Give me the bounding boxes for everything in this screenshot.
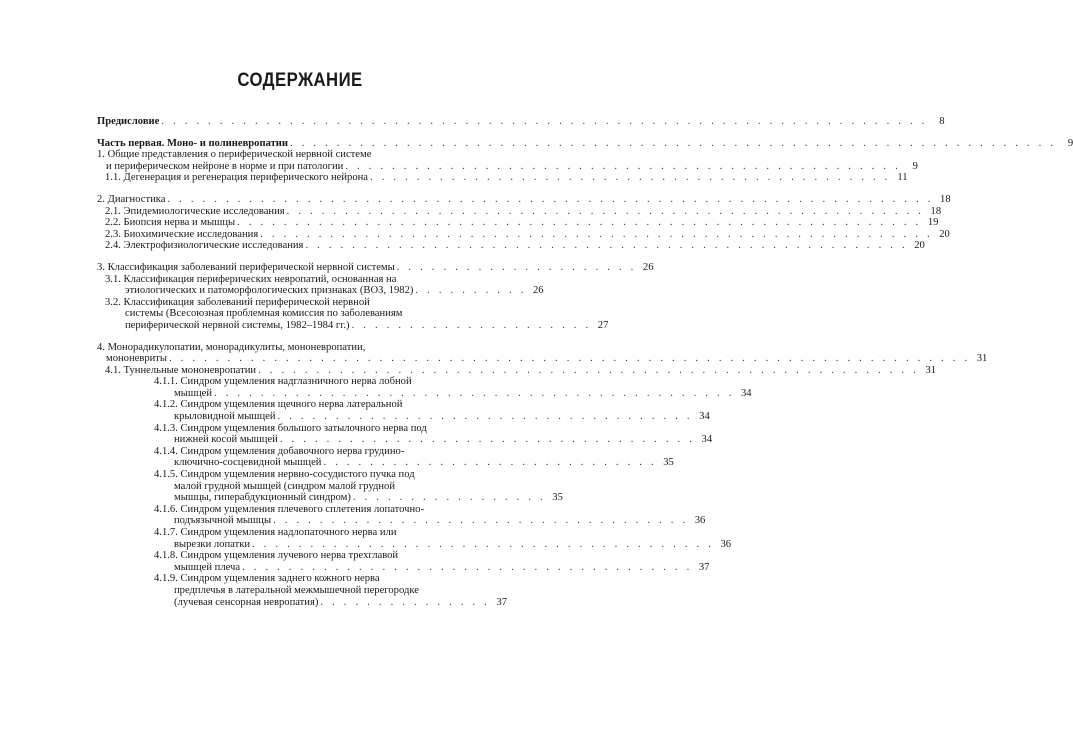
toc-entry-title: Предисловие [97,116,160,127]
toc-entry-section-3-2[interactable] [97,296,609,332]
leader-dots: . . . . . . . . . . . . . . . [320,596,490,608]
toc-entry-section-4-1-6[interactable] [97,503,706,527]
leader-dots: . . . . . . . . . . . . . . . . . . . . . . . . . . . . . . . . . . . . . . . . . . . . . . . . . . . . . . . . . [258,364,919,376]
toc-entry-section-4-1-7[interactable] [97,527,732,550]
page-number: 8 [939,116,945,127]
toc-entry-title-cont: крыловидной мышцей [174,411,276,423]
toc-entry-section-2-1[interactable] [97,205,942,218]
leader-dots: . . . . . . . . . . . . . . . . . . . . . . . . . . . . . . . . . . . . [279,434,696,446]
toc-entry-title-cont: подъязычной мышцы [174,515,272,527]
leader-dots: . . . . . . . . . . . . . . . . . . . . . . . . . . . . . . . . . . . . . . . . . . . . . . . . . . . . . . . . . . . . . . . . . . [161,116,928,127]
page-number: 31 [925,364,936,376]
toc-entry-title-cont: малой грудной мышцей (синдром малой грудной [174,480,395,492]
toc-entry-title-cont: мышцы, гиперабдукционный синдром) [174,492,351,504]
page-number: 26 [532,285,544,297]
leader-dots: . . . . . . . . . . . . . . . . . . . . . . . . . . . . . . . . . . . . . . . . . . . . . [370,172,891,184]
leader-dots: . . . . . . . . . . . . . . . . . . . . . [351,319,592,331]
page-number: 31 [976,353,988,365]
toc-entry-title-cont: этиологических и патоморфологических признаках (ВОЗ, 1982) [125,285,414,297]
toc-entry-title: 4.1.4. Синдром ущемления добавочного нерва грудино- [154,445,405,457]
table-of-contents [97,116,1073,608]
page-number: 36 [720,538,732,550]
page-number: 34 [701,434,713,446]
leader-dots: . . . . . . . . . . . . . . . . . . . . . . . . . . . . . . . . . . . . . . . . . . . . . . . . . . . . . . . . . . . . . . . . . . [290,137,1057,149]
page-number: 37 [496,596,507,608]
toc-entry-title: 4.1.1. Синдром ущемления надглазничного нерва лобной [154,376,412,388]
toc-entry-preface[interactable] [97,116,945,128]
page-number: 18 [940,193,951,205]
toc-entry-title: 2. Диагностика [97,193,166,205]
toc-entry-section-4-1-8[interactable] [97,550,710,573]
leader-dots: . . . . . . . . . . . . . . . . . . . . . . . . . . . . . . . . . . . . . . . . [252,538,715,550]
toc-entry-title: 4.1.6. Синдром ущемления плечевого сплетения лопаточно- [154,503,424,515]
toc-entry-title: 4.1.7. Синдром ущемления надлопаточного нерва или [154,527,397,538]
toc-entry-title: 4.1. Туннельные мононевропатии [105,364,257,376]
page-number: 26 [642,261,654,273]
toc-entry-title-cont: (лучевая сенсорная невропатия) [174,596,319,608]
page-number: 34 [740,387,752,399]
toc-entry-title-cont: системы (Всесоюзная проблемная комиссия по заболеваниям [125,308,403,320]
leader-dots: . . . . . . . . . . . . . . . . . [352,492,546,504]
toc-entry-title: 2.1. Эпидемиологические исследования [105,205,285,217]
leader-dots: . . . . . . . . . . . . . . . . . . . . . . . . . . . . . . . . . . . . [277,411,693,423]
toc-entry-section-4-1-4[interactable] [97,445,674,469]
leader-dots: . . . . . . . . . . [415,285,527,297]
leader-dots: . . . . . . . . . . . . . . . . . . . . . . . . . . . . . . . . . . . . . . . . . . . . . . . . . . . . [305,240,908,252]
page-number: 27 [597,319,609,331]
toc-entry-title: 4.1.9. Синдром ущемления заднего кожного нерва [154,573,380,585]
leader-dots: . . . . . . . . . . . . . . . . . . . . . . . . . . . . . . . . . . . . . . . . . . . . . . . . . . . . . . . . . . . [237,217,922,229]
toc-entry-section-2-2[interactable] [97,217,939,229]
page-number: 9 [912,160,918,172]
toc-entry-title: 3. Классификация заболеваний периферической нервной системы [97,261,395,273]
page-number: 11 [897,172,908,184]
toc-entry-title-cont: мононевриты [106,353,168,365]
toc-entry-section-1[interactable] [97,149,918,172]
toc-entry-title: Часть первая. Моно- и полиневропатии [97,137,289,149]
toc-entry-title: 3.2. Классификация заболеваний периферической нервной [105,296,370,308]
toc-entry-section-3-1[interactable] [97,273,544,297]
leader-dots: . . . . . . . . . . . . . . . . . . . . . . . . . . . . . . . . . . . . . . . . . . . . . . . . . . . . . . . [286,205,925,217]
leader-dots: . . . . . . . . . . . . . . . . . . . . . . . . . . . . . . . . . . . . . . . . . . . . . . . . [345,160,901,172]
toc-entry-title-cont: вырезки лопатки [174,538,251,550]
toc-entry-title-cont: периферической нервной системы, 1982–1984 гг.) [125,319,350,331]
leader-dots: . . . . . . . . . . . . . . . . . . . . . . . . . . . . . [323,457,657,469]
page-number: 37 [698,561,710,573]
toc-entry-section-2[interactable] [97,193,951,206]
page-number: 19 [927,217,939,229]
page-number: 34 [699,411,710,423]
toc-entry-title: 3.1. Классификация периферических невропатий, основанная на [105,273,397,285]
toc-entry-section-4-1-1[interactable] [97,376,752,399]
leader-dots: . . . . . . . . . . . . . . . . . . . . . . . . . . . . . . . . . . . . . . . . . . . . . . . . . . . . . . . . . . . . . . . . . . [167,193,934,205]
toc-entry-section-2-4[interactable] [97,240,925,252]
toc-entry-title-cont: мышцей [174,387,213,399]
toc-entry-title: 1. Общие представления о периферической нервной системе [97,149,372,161]
page-number: 20 [939,228,950,240]
toc-entry-section-4-1-2[interactable] [97,399,710,423]
page-number: 35 [663,457,674,469]
toc-entry-title: 1.1. Дегенерация и регенерация периферического нейрона [105,172,368,184]
toc-entry-title-cont: мышцей плеча [174,561,241,573]
page-number: 9 [1067,137,1073,149]
leader-dots: . . . . . . . . . . . . . . . . . . . . . . . . . . . . . . . . . . . . . . . . . . . . . . . . . . . . . . . . . . [260,228,933,240]
toc-entry-title-cont: и периферическом нейроне в норме и при патологии [106,160,344,172]
toc-entry-title-cont: предплечья в латеральной межмышечной перегородке [174,584,419,596]
toc-entry-title: 4.1.3. Синдром ущемления большого затылочного нерва под [154,422,427,434]
toc-entry-section-4-1[interactable] [97,364,936,377]
toc-entry-title: 2.3. Биохимические исследования [105,228,259,240]
toc-entry-title-cont: ключично-сосцевидной мышцей [174,457,322,469]
page-number: 35 [552,492,563,504]
toc-entry-title: 4.1.8. Синдром ущемления лучевого нерва трехглавой [154,550,399,562]
leader-dots: . . . . . . . . . . . . . . . . . . . . . . . . . . . . . . . . . . . . [273,515,689,527]
toc-entry-title: 4.1.2. Синдром ущемления щечного нерва латеральной [154,399,403,411]
toc-entry-section-1-1[interactable] [97,172,908,184]
page-number: 36 [694,515,706,527]
leader-dots: . . . . . . . . . . . . . . . . . . . . . . . . . . . . . . . . . . . . . . . . . . . . . [214,387,735,399]
toc-entry-title: 4.1.5. Синдром ущемления нервно-сосудистого пучка под [154,469,415,481]
toc-entry-section-4-1-3[interactable] [97,422,713,446]
leader-dots: . . . . . . . . . . . . . . . . . . . . . . . . . . . . . . . . . . . . . . . . . . . . . . . . . . . . . . . . . . . . . . . . . . . . . [169,353,971,365]
page-number: 20 [914,240,925,252]
page-number: 18 [930,205,942,217]
toc-entry-part1[interactable] [97,137,1073,150]
toc-entry-section-2-3[interactable] [97,228,950,241]
toc-entry-title-cont: нижней косой мышцей [174,434,278,446]
leader-dots: . . . . . . . . . . . . . . . . . . . . . [396,261,637,273]
toc-entry-section-4[interactable] [97,341,988,365]
page-title: СОДЕРЖАНИЕ [237,70,363,91]
toc-entry-section-4-1-9[interactable] [97,573,507,608]
toc-entry-title: 2.2. Биопсия нерва и мышцы [105,217,236,229]
toc-entry-section-4-1-5[interactable] [97,469,563,504]
toc-entry-title: 2.4. Электрофизиологические исследования [105,240,304,252]
toc-entry-title: 4. Монорадикулопатии, монорадикулиты, мононевропатии, [97,341,366,353]
toc-entry-section-3[interactable] [97,261,654,274]
leader-dots: . . . . . . . . . . . . . . . . . . . . . . . . . . . . . . . . . . . . . . . [242,561,693,573]
